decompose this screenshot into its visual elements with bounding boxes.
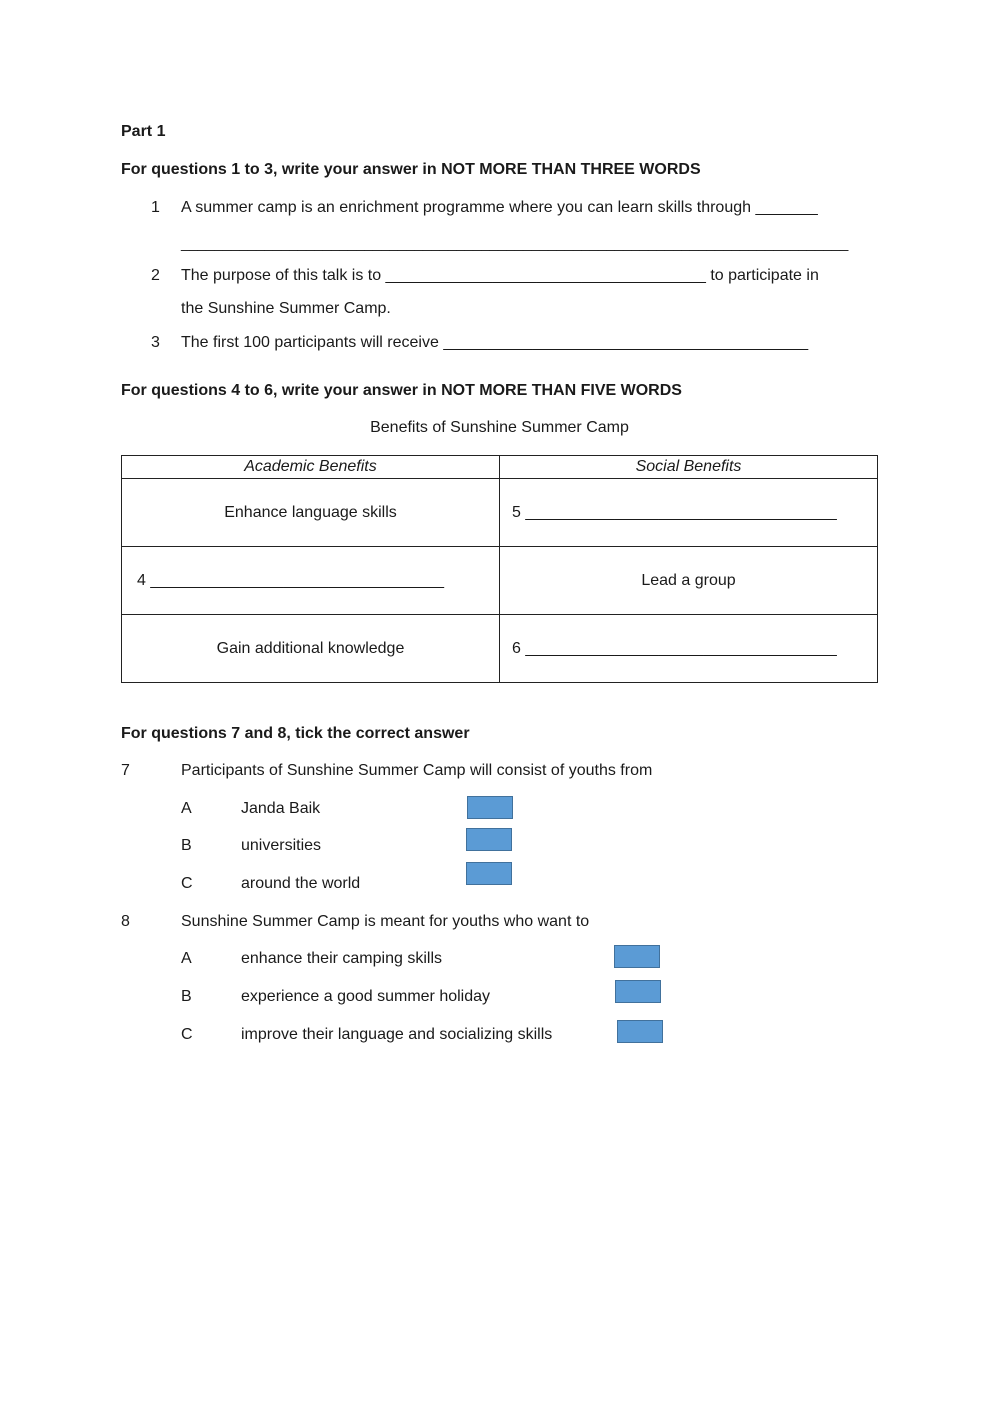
q8-option-a-text: enhance their camping skills [241, 950, 442, 967]
q7-option-a-checkbox[interactable] [467, 796, 513, 819]
section1-instruction: For questions 1 to 3, write your answer in NOT MORE THAN THREE WORDS [121, 161, 701, 178]
section3-instruction: For questions 7 and 8, tick the correct answer [121, 725, 470, 742]
q1-text: A summer camp is an enrichment programme where you can learn skills through _______ [181, 199, 818, 216]
header-academic-benefits: Academic Benefits [122, 456, 500, 479]
q7-option-b-text: universities [241, 837, 322, 854]
q7-option-c-text: around the world [241, 875, 361, 892]
q7-option-b-letter: B [181, 837, 192, 854]
q8-number: 8 [121, 913, 130, 930]
q1-answer-line[interactable]: ________________________________________________________________________________ [181, 235, 849, 252]
table-header-row [122, 456, 878, 479]
table-row [122, 615, 878, 683]
answer-4-cell[interactable]: 4 _________________________________ [122, 547, 500, 615]
q7-option-a-letter: A [181, 800, 192, 817]
q8-option-b-text: experience a good summer holiday [241, 988, 491, 1005]
q7-option-c-checkbox[interactable] [466, 862, 512, 885]
academic-benefit-cell: Enhance language skills [122, 479, 500, 547]
table-row [122, 479, 878, 547]
answer-5-cell[interactable]: 5 ___________________________________ [500, 479, 878, 547]
part-title: Part 1 [121, 123, 166, 140]
table-row [122, 547, 878, 615]
q2-number: 2 [151, 267, 160, 284]
q7-option-b-checkbox[interactable] [466, 828, 512, 851]
q8-text: Sunshine Summer Camp is meant for youths who want to [181, 913, 590, 930]
q2-text: The purpose of this talk is to ____________________________________ to participate in [181, 267, 819, 284]
benefits-table [121, 455, 878, 683]
q2-text-continued: the Sunshine Summer Camp. [181, 300, 391, 317]
q7-option-a-text: Janda Baik [241, 800, 321, 817]
q7-text: Participants of Sunshine Summer Camp will consist of youths from [181, 762, 653, 779]
q8-option-b-checkbox[interactable] [615, 980, 661, 1003]
social-benefit-cell: Lead a group [500, 547, 878, 615]
q8-option-c-text: improve their language and socializing skills [241, 1026, 553, 1043]
q8-option-a-letter: A [181, 950, 192, 967]
q8-option-c-checkbox[interactable] [617, 1020, 663, 1043]
table-title: Benefits of Sunshine Summer Camp [370, 419, 629, 436]
header-social-benefits: Social Benefits [500, 456, 878, 479]
section2-instruction: For questions 4 to 6, write your answer in NOT MORE THAN FIVE WORDS [121, 382, 682, 399]
q1-number: 1 [151, 199, 160, 216]
q3-text: The first 100 participants will receive _________________________________________ [181, 334, 809, 351]
academic-benefit-cell: Gain additional knowledge [122, 615, 500, 683]
q8-option-c-letter: C [181, 1026, 193, 1043]
q7-number: 7 [121, 762, 130, 779]
q3-number: 3 [151, 334, 160, 351]
answer-6-cell[interactable]: 6 ___________________________________ [500, 615, 878, 683]
q8-option-a-checkbox[interactable] [614, 945, 660, 968]
q8-option-b-letter: B [181, 988, 192, 1005]
q7-option-c-letter: C [181, 875, 193, 892]
